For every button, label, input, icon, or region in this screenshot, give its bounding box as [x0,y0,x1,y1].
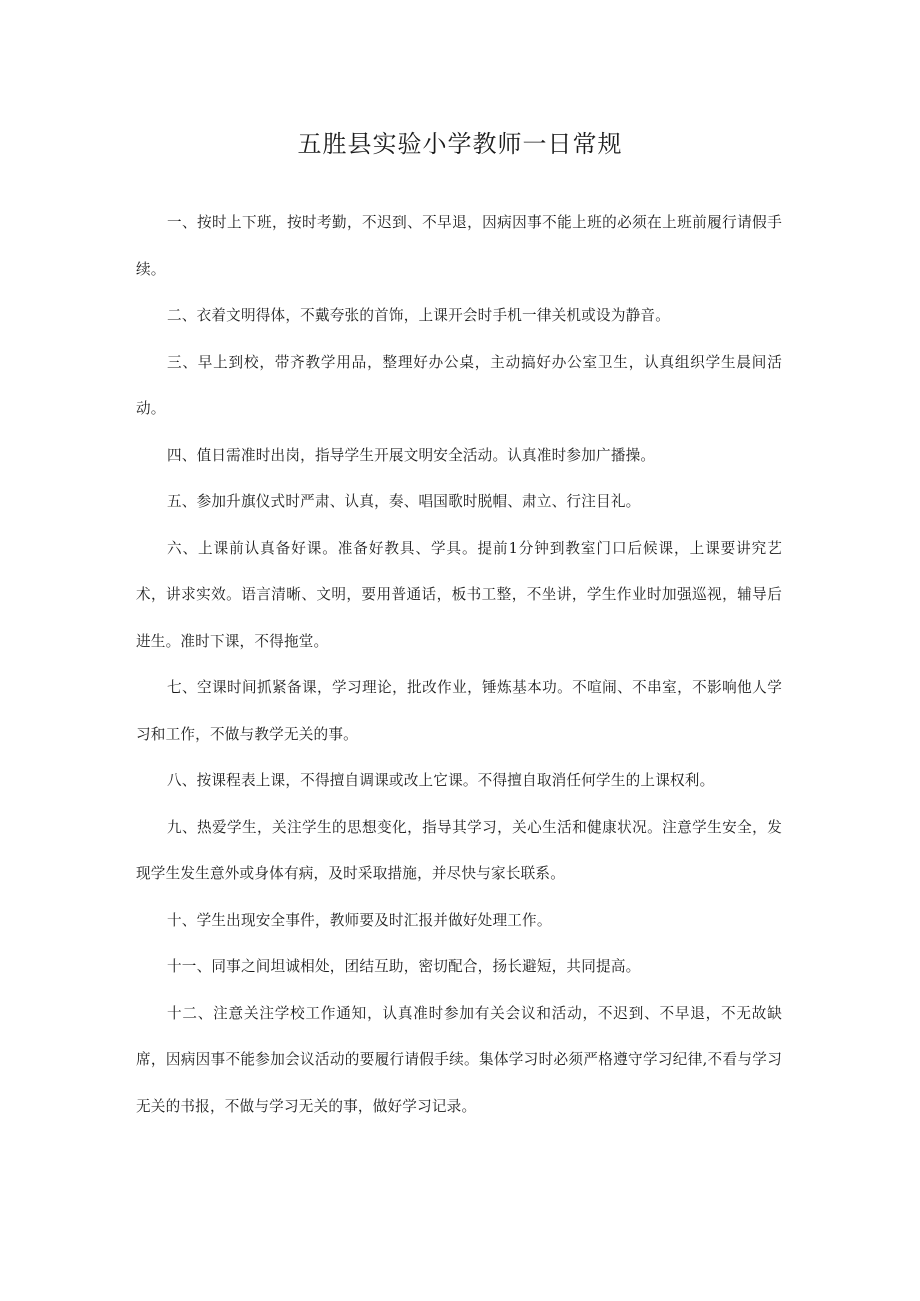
rule-paragraph-10: 十、学生出现安全事件，教师要及时汇报并做好处理工作。 [167,911,552,929]
document-title: 五胜县实验小学教师一日常规 [297,130,623,158]
rule-paragraph-8: 八、按课程表上课，不得擅自调课或改上它课。不得擅自取消任何学生的上课权利。 [167,772,715,789]
rule-paragraph-11: 十一、同事之间坦诚相处，团结互助，密切配合，扬长避短，共同提高。 [167,958,641,975]
rule-paragraph-1: 一、按时上下班，按时考勤，不迟到、不早退，因病因事不能上班的必须在上班前履行请假手续。 [136,214,782,278]
rule-paragraph-6: 六、上课前认真备好课。准备好教具、学具。提前1分钟到教室门口后候课，上课要讲究艺术，讲求实效。语言清晰、文明，要用普通话，板书工整，不坐讲，学生作业时加强巡视，辅导后进生。准时下课，不得拖堂。 [136,539,782,650]
rule-paragraph-7: 七、空课时间抓紧备课，学习理论，批改作业，锤炼基本功。不喧闹、不串室，不影响他人学习和工作，不做与教学无关的事。 [136,679,782,743]
rule-paragraph-2: 二、衣着文明得体，不戴夸张的首饰，上课开会时手机一律关机或设为静音。 [167,307,670,324]
rule-paragraph-4: 四、值日需准时出岗，指导学生开展文明安全活动。认真准时参加广播操。 [167,446,656,464]
rule-paragraph-5: 五、参加升旗仪式时严肃、认真，奏、唱国歌时脱帽、肃立、行注目礼。 [167,493,641,510]
rule-paragraph-3: 三、早上到校，带齐教学用品，整理好办公桌，主动搞好办公室卫生，认真组织学生晨间活动。 [136,353,782,417]
rule-paragraph-12: 十二、注意关注学校工作通知，认真准时参加有关会议和活动，不迟到、不早退，不无故缺席，因病因事不能参加会议活动的要履行请假手续。集体学习时必须严格遵守学习纪律,不看与学习无关的书报，不做与学习无关的事，做好学习记录。 [136,1004,782,1115]
document-body [136,200,782,1130]
rule-paragraph-9: 九、热爱学生，关注学生的思想变化，指导其学习，关心生活和健康状况。注意学生安全，发现学生发生意外或身体有病，及时采取措施，并尽快与家长联系。 [136,818,782,882]
